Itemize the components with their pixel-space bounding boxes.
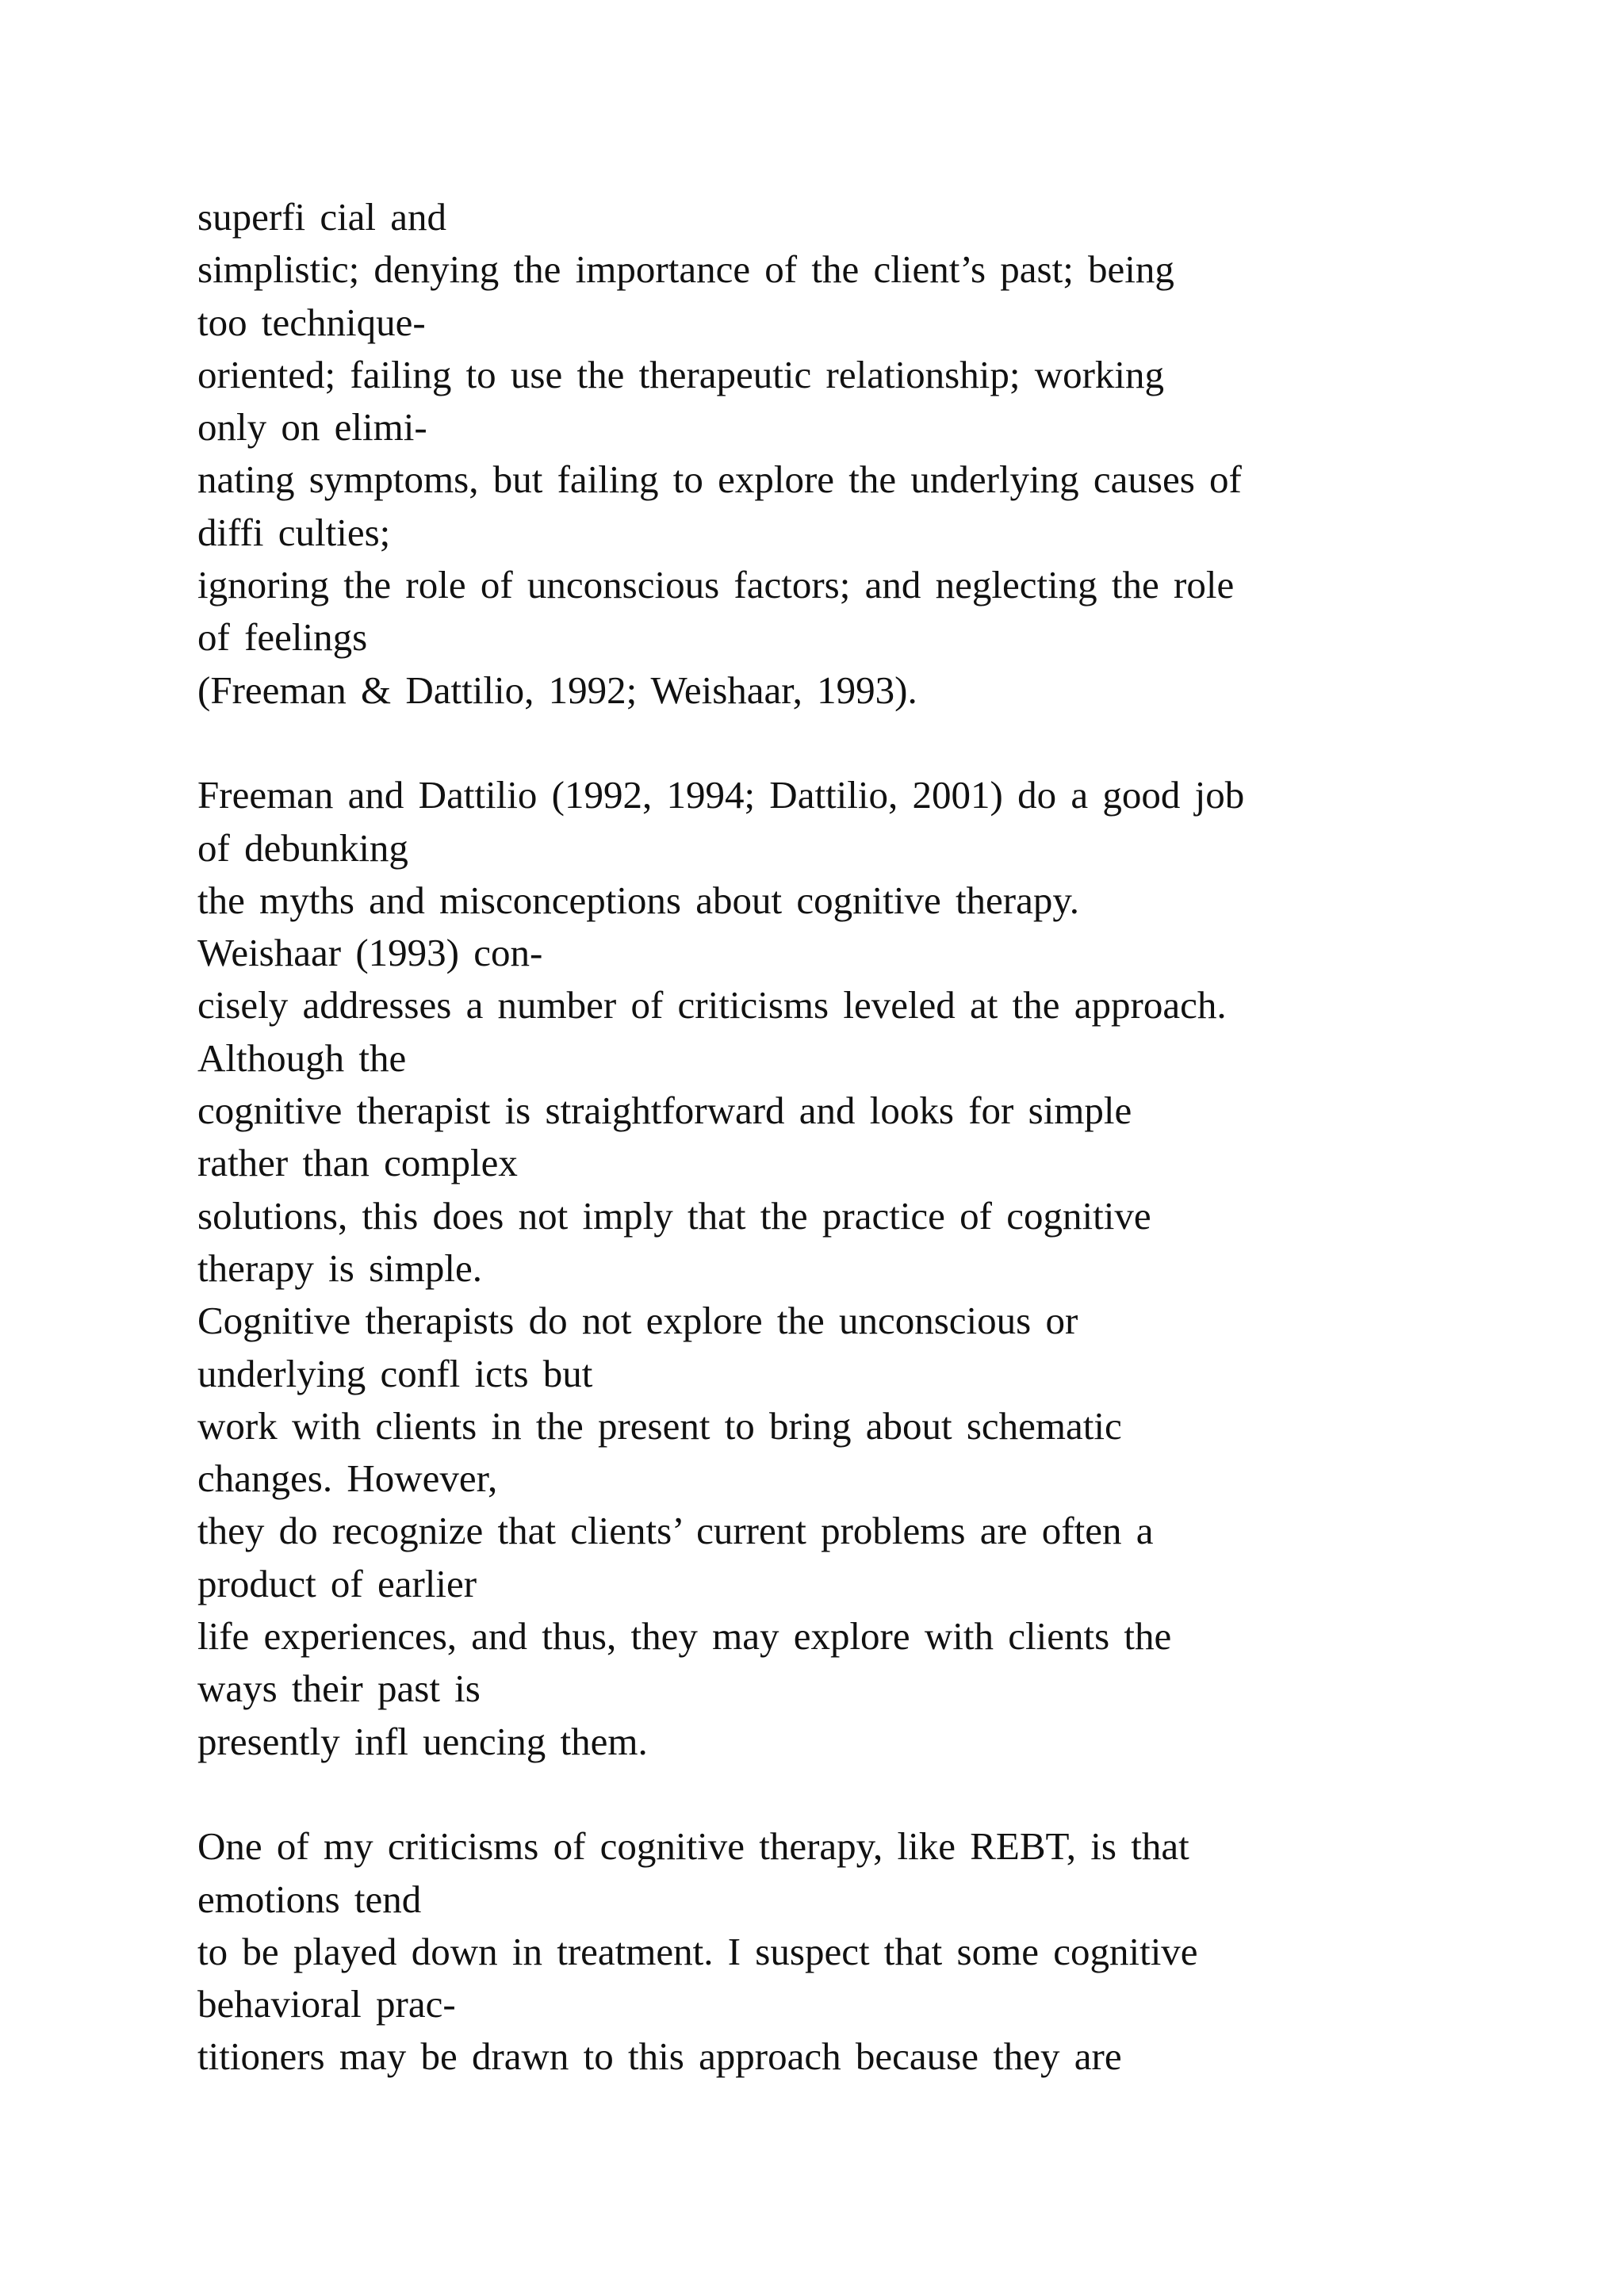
text-line: underlying confl icts but	[197, 1351, 593, 1395]
text-line: diffi culties;	[197, 510, 391, 554]
text-line: the myths and misconceptions about cognitive therapy.	[197, 878, 1079, 922]
text-line: too technique-	[197, 300, 426, 344]
text-line: (Freeman & Dattilio, 1992; Weishaar, 1993).	[197, 668, 917, 712]
text-line: Although the	[197, 1035, 407, 1080]
text-line: Cognitive therapists do not explore the unconscious or	[197, 1299, 1078, 1343]
text-line: only on elimi-	[197, 405, 427, 450]
text-line: cisely addresses a number of criticisms leveled at the approach.	[197, 983, 1227, 1027]
text-line: changes. However,	[197, 1456, 498, 1501]
text-line: ways their past is	[197, 1667, 481, 1711]
paragraph-1	[197, 191, 1545, 717]
text-line: presently infl uencing them.	[197, 1719, 648, 1763]
text-line: product of earlier	[197, 1561, 477, 1605]
text-line: solutions, this does not imply that the practice of cognitive	[197, 1193, 1151, 1238]
text-line: simplistic; denying the importance of the client’s past; being	[197, 247, 1174, 292]
text-line: of feelings	[197, 615, 368, 660]
paragraph-spacer	[197, 1768, 1545, 1820]
text-line: Weishaar (1993) con-	[197, 931, 543, 975]
text-line: to be played down in treatment. I suspect that some cognitive	[197, 1929, 1198, 1973]
text-line: nating symptoms, but failing to explore the underlying causes of	[197, 457, 1242, 502]
text-line: Freeman and Dattilio (1992, 1994; Dattilio, 2001) do a good job	[197, 773, 1245, 817]
text-line: cognitive therapist is straightforward and looks for simple	[197, 1089, 1132, 1133]
text-line: One of my criticisms of cognitive therapy, like REBT, is that	[197, 1824, 1189, 1869]
text-line: ignoring the role of unconscious factors; and neglecting the role	[197, 563, 1235, 607]
text-line: emotions tend	[197, 1877, 422, 1921]
text-line: behavioral prac-	[197, 1982, 456, 2026]
body-text	[197, 191, 1545, 2084]
text-line: life experiences, and thus, they may explore with clients the	[197, 1614, 1172, 1659]
text-line: of debunking	[197, 825, 408, 870]
text-line: they do recognize that clients’ current problems are often a	[197, 1509, 1154, 1553]
paragraph-2	[197, 769, 1545, 1768]
text-line: rather than complex	[197, 1141, 518, 1185]
paragraph-spacer	[197, 717, 1545, 769]
text-line: oriented; failing to use the therapeutic relationship; working	[197, 352, 1165, 396]
text-line: therapy is simple.	[197, 1246, 483, 1290]
text-line: superfi cial and	[197, 195, 447, 239]
paragraph-3	[197, 1820, 1545, 2083]
text-line: work with clients in the present to bring about schematic	[197, 1403, 1122, 1448]
text-line: titioners may be drawn to this approach because they are	[197, 2034, 1122, 2079]
